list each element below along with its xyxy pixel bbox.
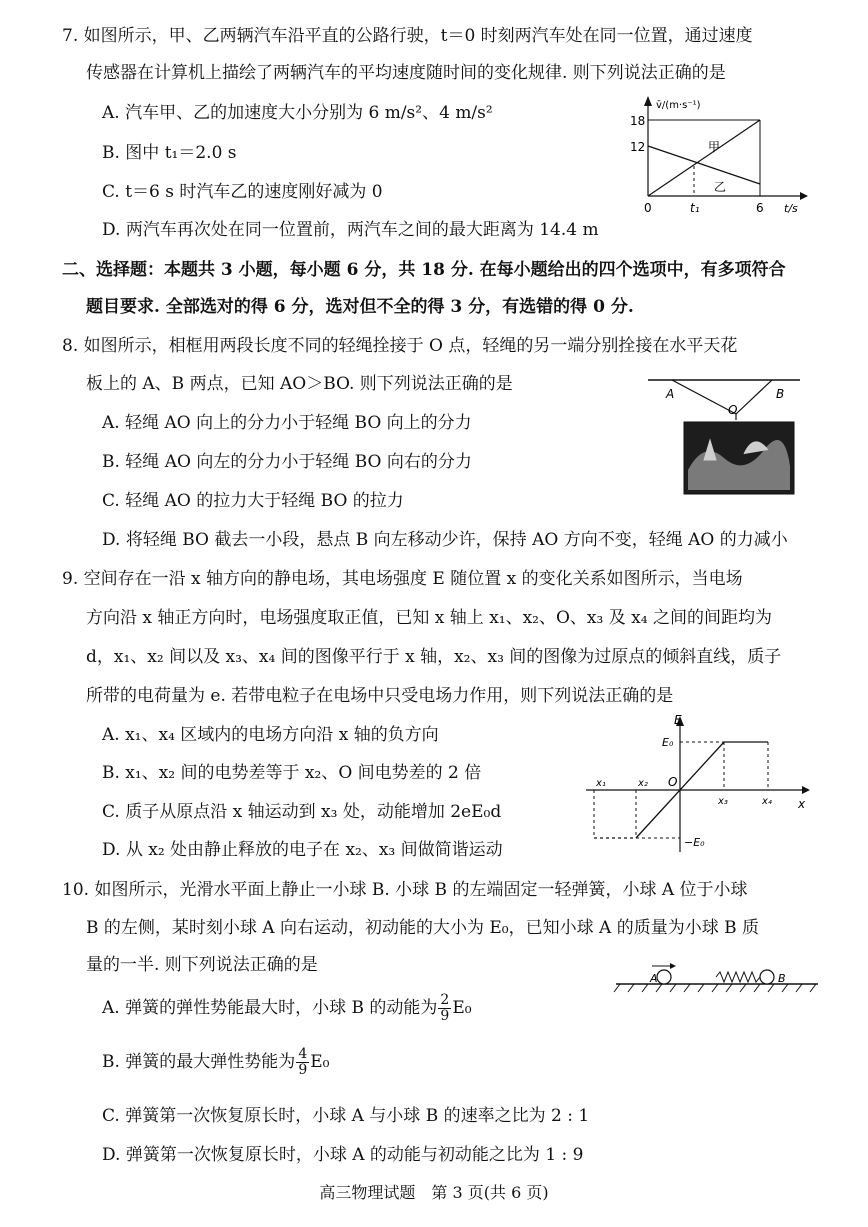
q8-hanging-frame-figure (644, 370, 804, 498)
q9-stem-line3: d，x₁、x₂ 间以及 x₃、x₄ 间的图像平行于 x 轴，x₂、x₃ 间的图像为过原点的倾斜直线，质子 (86, 647, 782, 667)
q10-ball-b (760, 970, 774, 984)
q10-option-a-denominator: 9 (440, 1008, 450, 1024)
q9-label-neg-e0: −E₀ (684, 836, 705, 849)
q7-tick-6: 6 (756, 201, 764, 215)
q9-label-x1: x₁ (596, 778, 606, 789)
q9-label-e0: E₀ (662, 736, 674, 749)
q8-label-o: O (728, 403, 738, 417)
q7-option-d: D. 两汽车再次处在同一位置前，两汽车之间的最大距离为 14.4 m (102, 220, 599, 240)
q7-tick-0: 0 (644, 201, 652, 215)
q10-option-b (102, 1044, 329, 1080)
q9-label-x3: x₃ (718, 796, 728, 807)
q7-stem-line2: 传感器在计算机上描绘了两辆汽车的平均速度随时间的变化规律. 则下列说法正确的是 (86, 63, 726, 83)
q9-label-x: x (798, 797, 806, 811)
q7-t-axis-arrow (800, 192, 808, 200)
q7-tick-t1: t₁ (690, 201, 700, 215)
q9-label-e: E (674, 713, 682, 727)
section2-heading-line2: 题目要求. 全部选对的得 6 分，选对但不全的得 3 分，有选错的得 0 分. (86, 297, 634, 317)
q7-option-b: B. 图中 t₁＝2.0 s (102, 143, 237, 163)
q10-ground-hatch (614, 984, 816, 992)
q10-option-b-unit: E₀ (310, 1052, 330, 1072)
q10-stem-line1: 10. 如图所示，光滑水平面上静止一小球 B. 小球 B 的左端固定一轻弹簧，小球 A 位于小球 (62, 880, 748, 900)
q7-graph-jia (648, 120, 760, 196)
q10-stem-line3: 量的一半. 则下列说法正确的是 (86, 955, 318, 975)
q10-option-a-text: A. 弹簧的弹性势能最大时，小球 B 的动能为 (102, 998, 438, 1018)
q9-label-o: O (668, 775, 678, 789)
q9-label-x2: x₂ (638, 778, 648, 789)
q10-label-a: A (650, 972, 658, 985)
q8-label-b: B (776, 387, 785, 401)
q10-option-b-fraction (296, 1047, 309, 1078)
q9-stem-line4: 所带的电荷量为 e. 若带电粒子在电场中只受电场力作用，则下列说法正确的是 (86, 686, 674, 706)
q10-option-a-unit: E₀ (452, 998, 472, 1018)
q10-label-b: B (778, 972, 786, 985)
q9-label-x4: x₄ (762, 796, 772, 807)
q7-xlabel: t/s (784, 202, 798, 215)
q9-stem-line2: 方向沿 x 轴正方向时，电场强度取正值，已知 x 轴上 x₁、x₂、O、x₃ 及 x₄ 之间的间距均为 (86, 608, 772, 628)
q7-tick-18: 18 (630, 114, 646, 128)
q10-option-b-text: B. 弹簧的最大弹性势能为 (102, 1052, 296, 1072)
q8-option-d: D. 将轻绳 BO 截去一小段，悬点 B 向左移动少许，保持 AO 方向不变，轻绳 AO 的力减小 (102, 530, 788, 550)
q10-option-c: C. 弹簧第一次恢复原长时，小球 A 与小球 B 的速率之比为 2 : 1 (102, 1106, 590, 1126)
q10-option-a-fraction (438, 993, 451, 1024)
q10-option-b-numerator: 4 (298, 1046, 308, 1062)
q9-efield-graph (580, 712, 812, 858)
q9-option-d: D. 从 x₂ 处由静止释放的电子在 x₂、x₃ 间做简谐运动 (102, 840, 503, 860)
q8-option-b: B. 轻绳 AO 向左的分力小于轻绳 BO 向右的分力 (102, 452, 472, 472)
q10-option-b-denominator: 9 (298, 1062, 308, 1078)
q7-option-a: A. 汽车甲、乙的加速度大小分别为 6 m/s²、4 m/s² (102, 103, 493, 123)
q8-option-a: A. 轻绳 AO 向上的分力小于轻绳 BO 向上的分力 (102, 413, 472, 433)
q8-option-c: C. 轻绳 AO 的拉力大于轻绳 BO 的拉力 (102, 491, 404, 511)
q9-stem-line1: 9. 空间存在一沿 x 轴方向的静电场，其电场强度 E 随位置 x 的变化关系如图所示，当电场 (62, 569, 743, 589)
q10-stem-line2: B 的左侧，某时刻小球 A 向右运动，初动能的大小为 E₀，已知小球 A 的质量为小球 B 质 (86, 918, 759, 938)
q7-label-jia: 甲 (708, 140, 721, 154)
q9-option-a: A. x₁、x₄ 区域内的电场方向沿 x 轴的负方向 (102, 725, 439, 745)
q7-ylabel: v̄/(m·s⁻¹) (656, 100, 701, 111)
q8-stem-line1: 8. 如图所示，相框用两段长度不同的轻绳拴接于 O 点，轻绳的另一端分别拴接在水平天花 (62, 336, 738, 356)
q7-tick-12: 12 (630, 140, 646, 154)
q7-label-yi: 乙 (714, 180, 727, 194)
q8-stem-line2: 板上的 A、B 两点，已知 AO＞BO. 则下列说法正确的是 (86, 374, 513, 394)
q10-option-a (102, 990, 472, 1026)
q10-velocity-arrow-head (670, 963, 676, 969)
q8-rope-bo (736, 380, 772, 414)
section2-heading-line1: 二、选择题：本题共 3 小题，每小题 6 分，共 18 分. 在每小题给出的四个选项中，有多项符合 (62, 260, 786, 280)
page-footer: 高三物理试题 第 3 页(共 6 页) (319, 1183, 549, 1202)
q8-rope-ao (672, 380, 736, 414)
q7-graph-yi (648, 146, 760, 184)
q10-option-d: D. 弹簧第一次恢复原长时，小球 A 的动能与初动能之比为 1 : 9 (102, 1145, 584, 1165)
q10-spring-ball-figure (612, 960, 822, 994)
q10-option-a-numerator: 2 (440, 992, 450, 1008)
q9-option-c: C. 质子从原点沿 x 轴运动到 x₃ 处，动能增加 2eE₀d (102, 802, 502, 822)
q7-stem-line1: 7. 如图所示，甲、乙两辆汽车沿平直的公路行驶，t＝0 时刻两汽车处在同一位置，通过速度 (62, 26, 753, 46)
q7-velocity-graph (628, 96, 808, 220)
q9-option-b: B. x₁、x₂ 间的电势差等于 x₂、O 间电势差的 2 倍 (102, 763, 482, 783)
q7-v-axis-arrow (644, 96, 652, 106)
q8-label-a: A (666, 387, 675, 401)
q10-ball-a (657, 970, 671, 984)
q10-spring (716, 972, 760, 982)
q9-x-axis-arrow (802, 786, 810, 794)
q7-option-c: C. t＝6 s 时汽车乙的速度刚好减为 0 (102, 182, 383, 202)
